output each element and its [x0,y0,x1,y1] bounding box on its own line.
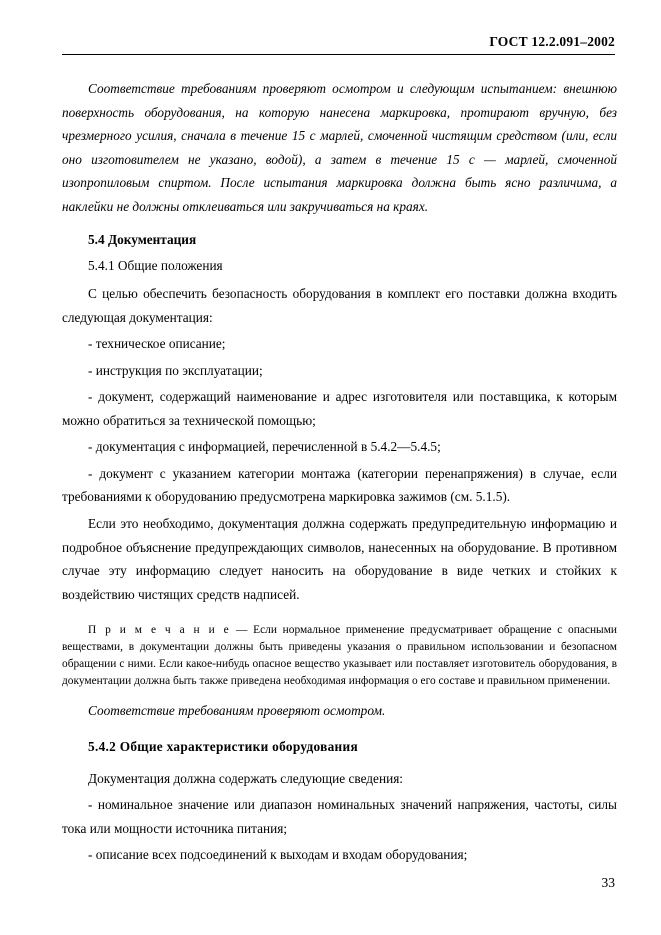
page-number: 33 [601,875,615,890]
section-heading-5-4-1: 5.4.1 Общие положения [88,258,223,274]
list-item: - номинальное значение или диапазон номинальных значений напряжения, частоты, силы тока или мощности источника питания; [62,797,617,836]
list-item: - описание всех подсоединений к выходам и входам оборудования; [88,847,468,863]
list-item: - документация с информацией, перечисленной в 5.4.2—5.4.5; [88,439,441,455]
section-heading-5-4: 5.4 Документация [88,232,197,248]
note-block [62,622,617,690]
list-item: - инструкция по эксплуатации; [88,362,263,378]
section-heading-5-4-2: 5.4.2 Общие характеристики оборудования [88,738,358,754]
paragraph-goal: С целью обеспечить безопасность оборудования в комплект его поставки должна входить следующая документация: [62,286,617,325]
paragraph-doc-contains: Документация должна содержать следующие сведения: [88,770,404,786]
list-item: - документ с указанием категории монтажа (категории перенапряжения) в случае, если требованиями к оборудованию предусмотрена маркировка зажимов (см. 5.1.5). [62,465,617,505]
list-item: - документ, содержащий наименование и адрес изготовителя или поставщика, к которым можно обратиться за технической помощью; [62,389,617,428]
conformity-line: Соответствие требованиям проверяют осмотром. [88,702,386,718]
page-header: ГОСТ 12.2.091–2002 [62,34,615,55]
list-item: - техническое описание; [88,336,226,352]
paragraph-if-needed: Если это необходимо, документация должна содержать предупредительную информацию и подробное объяснение предупреждающих символов, нанесенных на оборудование. В противном случае эту информацию следует наносить на оборудование в виде четких и стойких к воздействию чистящих средств надписей. [62,515,617,602]
note-label: П р и м е ч а н и е [88,624,231,637]
note-text: — Если нормальное применение предусматривает обращение с опасными веществами, в документации должны быть приведены указания о правильном использовании и безопасном обращении с ними. Если какое-нибудь опасное вещество указывает или поставляет изготовитель оборудования, в документации должна быть также приведена необходимая информация о его составе и правильном применении. [62,624,617,688]
intro-paragraph: Соответствие требованиям проверяют осмотром и следующим испытанием: внешнюю поверхность оборудования, на которую нанесена маркировка, протирают вручную, без чрезмерного усилия, сначала в течение 15 с марлей, смоченной чистящим средством (или, если оно изготовителем не указано, водой), а затем в течение 15 с — марлей, смоченной изопропиловым спиртом. После испытания маркировка должна быть ясно различима, а наклейки не должны отклеиваться или закручиваться на краях. [62,81,617,214]
